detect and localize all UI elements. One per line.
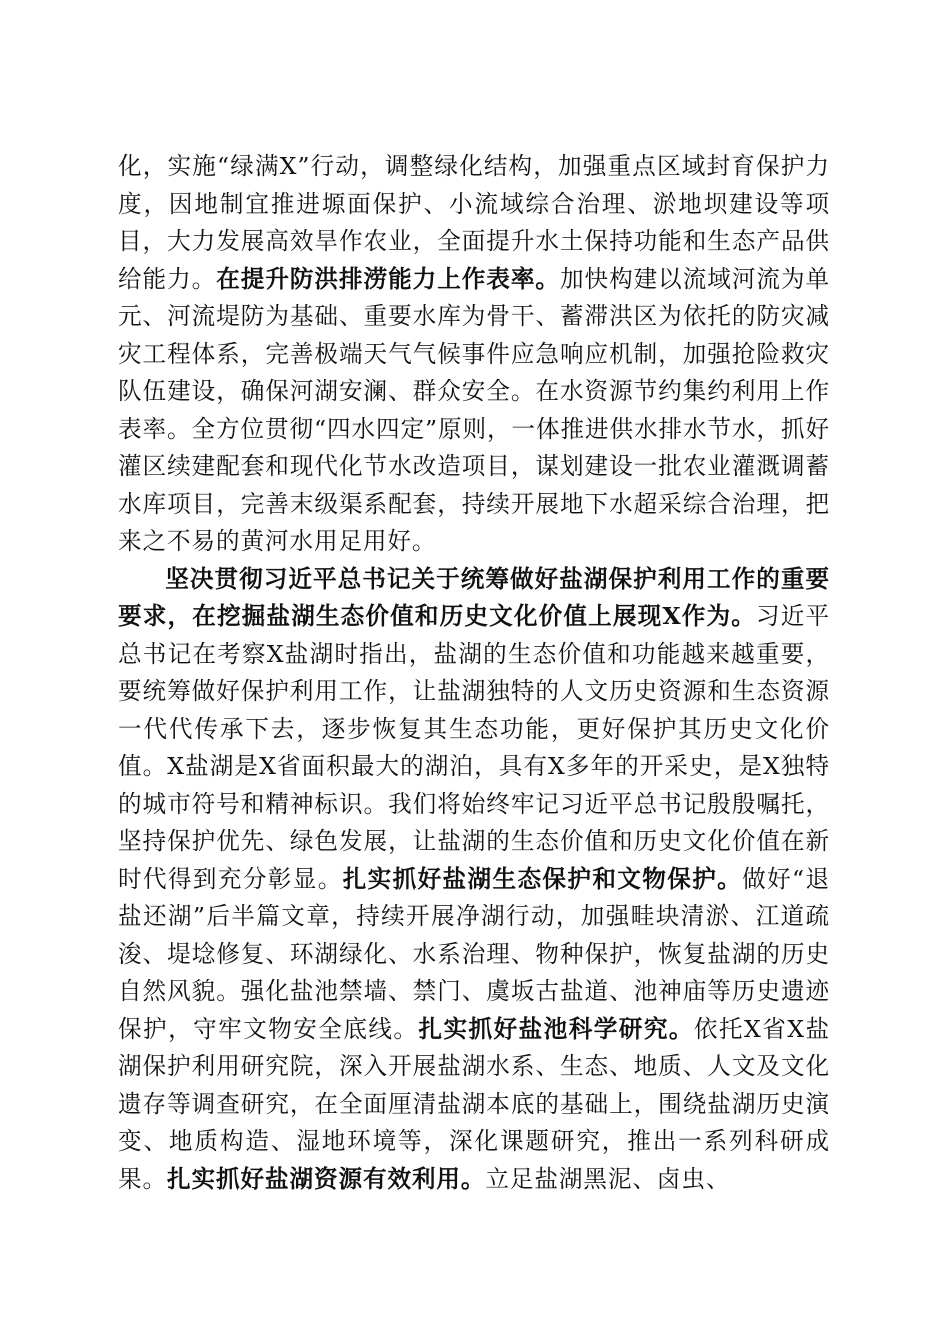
text-segment: 化，实施“绿满X”行动，调整绿化结构，加强重点区域封育保护力度，因地制宜推进塬面保护、小流域综合治理、淤地坝建设等项目，大力发展高效旱作农业，全面提升水土保持功能和生态产品供给能力。 bbox=[118, 152, 830, 293]
bold-heading-salt-lake: 坚决贯彻习近平总书记关于统筹做好盐湖保护利用工作的重要要求，在挖掘盐湖生态价值和历史文化价值上展现X作为。 bbox=[118, 564, 830, 630]
paragraph-flood-water bbox=[118, 148, 830, 561]
text-segment: 加快构建以流域河流为单元、河流堤防为基础、重要水库为骨干、蓄滞洪区为依托的防灾减灾工程体系，完善极端天气气候事件应急响应机制，加强抢险救灾队伍建设，确保河湖安澜、群众安全。在水资源节约集约利用上作表率。全方位贯彻“四水四定”原则，一体推进供水排水节水，抓好灌区续建配套和现代化节水改造项目，谋划建设一批农业灌溉调蓄水库项目，完善末级渠系配套，持续开展地下水超采综合治理，把来之不易的黄河水用足用好。 bbox=[118, 264, 830, 555]
bold-heading-ecology-protection: 扎实抓好盐湖生态保护和文物保护。 bbox=[342, 864, 743, 893]
text-segment: 习近平总书记在考察X盐湖时指出，盐湖的生态价值和功能越来越重要，要统筹做好保护利用工作，让盐湖独特的人文历史资源和生态资源一代代传承下去，逐步恢复其生态功能，更好保护其历史文化价值。X盐湖是X省面积最大的湖泊，具有X多年的开采史，是X独特的城市符号和精神标识。我们将始终牢记习近平总书记殷殷嘱托，坚持保护优先、绿色发展，让盐湖的生态价值和历史文化价值在新时代得到充分彰显。 bbox=[118, 602, 830, 893]
text-segment: 立足盐湖黑泥、卤虫、 bbox=[485, 1164, 731, 1193]
bold-heading-flood-control: 在提升防洪排涝能力上作表率。 bbox=[216, 264, 560, 293]
text-segment: 依托X省X盐湖保护利用研究院，深入开展盐湖水系、生态、地质、人文及文化遗存等调查研究，在全面厘清盐湖本底的基础上，围绕盐湖历史演变、地质构造、湿地环境等，深化课题研究，推出一系列科研成果。 bbox=[118, 1014, 830, 1193]
text-segment: 做好“退盐还湖”后半篇文章，持续开展净湖行动，加强畦块清淤、江道疏浚、堤埝修复、环湖绿化、水系治理、物种保护，恢复盐湖的历史自然风貌。强化盐池禁墙、禁门、虞坂古盐道、池神庙等历史遗迹保护，守牢文物安全底线。 bbox=[118, 864, 830, 1043]
bold-heading-resource-use: 扎实抓好盐湖资源有效利用。 bbox=[167, 1164, 486, 1193]
paragraph-salt-lake bbox=[118, 561, 830, 1199]
document-body bbox=[118, 148, 830, 1198]
bold-heading-scientific-research: 扎实抓好盐池科学研究。 bbox=[418, 1014, 694, 1043]
